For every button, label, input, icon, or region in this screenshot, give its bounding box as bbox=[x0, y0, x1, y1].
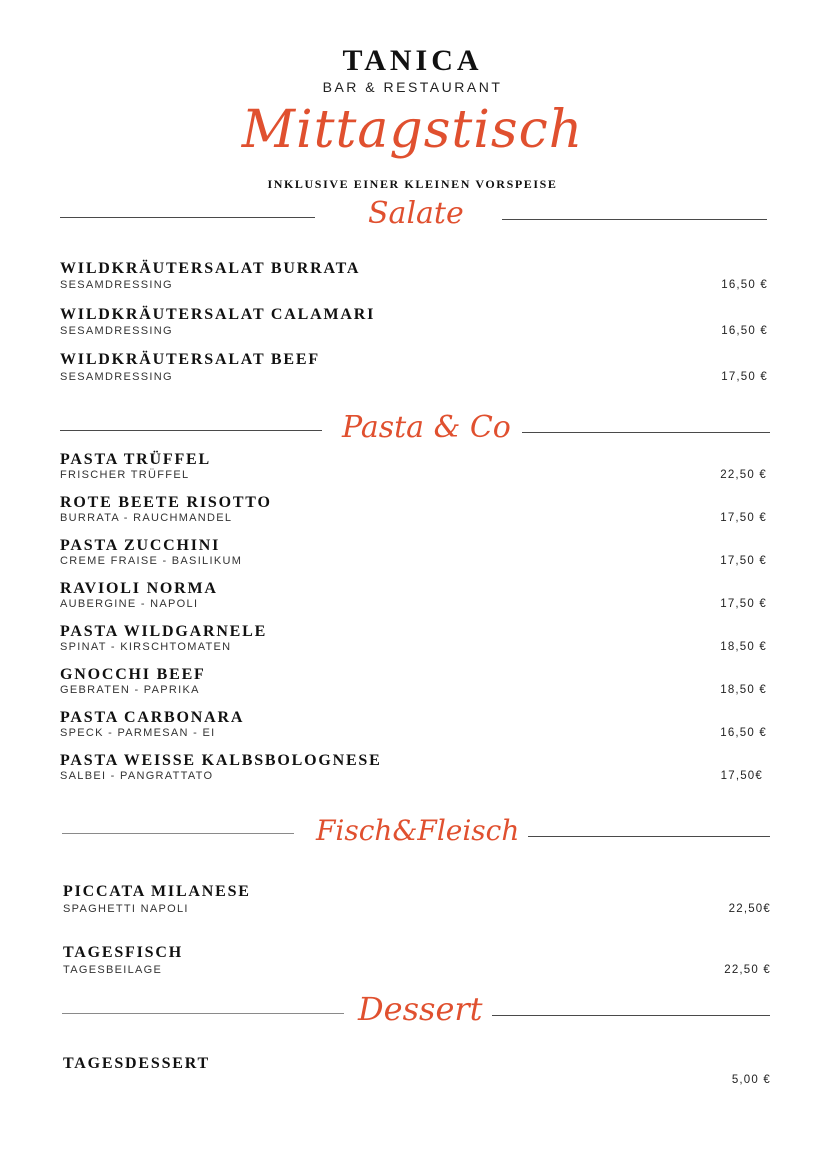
dish-description: SPECK - PARMESAN - EI bbox=[60, 727, 216, 739]
dish-description: GEBRATEN - PAPRIKA bbox=[60, 684, 200, 696]
restaurant-subtitle: BAR & RESTAURANT bbox=[322, 79, 503, 95]
dish-name: PASTA WILDGARNELE bbox=[60, 623, 268, 640]
dish-description: SPAGHETTI NAPOLI bbox=[63, 903, 189, 915]
dish-name: ROTE BEETE RISOTTO bbox=[60, 494, 272, 511]
dish-name: RAVIOLI NORMA bbox=[60, 580, 218, 597]
section-divider-left bbox=[62, 833, 294, 834]
dish-price: 16,50 € bbox=[721, 325, 768, 337]
dish-price: 17,50€ bbox=[720, 770, 763, 782]
dish-price: 22,50€ bbox=[728, 903, 771, 915]
dish-name: TAGESDESSERT bbox=[63, 1055, 211, 1072]
section-title-pasta: Pasta & Co bbox=[342, 410, 511, 445]
dish-name: PASTA WEISSE KALBSBOLOGNESE bbox=[60, 752, 382, 769]
dish-description: SESAMDRESSING bbox=[60, 325, 173, 337]
dish-name: PICCATA MILANESE bbox=[63, 883, 251, 900]
dish-name: WILDKRÄUTERSALAT BURRATA bbox=[60, 260, 361, 277]
dish-name: PASTA CARBONARA bbox=[60, 709, 245, 726]
section-divider-left bbox=[60, 430, 322, 431]
dish-price: 17,50 € bbox=[720, 598, 767, 610]
dish-price: 17,50 € bbox=[720, 512, 767, 524]
dish-name: PASTA TRÜFFEL bbox=[60, 451, 211, 468]
menu-subtitle: INKLUSIVE EINER KLEINEN VORSPEISE bbox=[267, 177, 558, 191]
section-title-dessert: Dessert bbox=[358, 990, 483, 1028]
dish-name: PASTA ZUCCHINI bbox=[60, 537, 221, 554]
dish-price: 17,50 € bbox=[721, 371, 768, 383]
dish-description: SESAMDRESSING bbox=[60, 279, 173, 291]
dish-description: SPINAT - KIRSCHTOMATEN bbox=[60, 641, 232, 653]
dish-description: SALBEI - PANGRATTATO bbox=[60, 770, 214, 782]
dish-price: 22,50 € bbox=[720, 469, 767, 481]
section-title-salate: Salate bbox=[368, 196, 464, 231]
dish-description: BURRATA - RAUCHMANDEL bbox=[60, 512, 233, 524]
dish-price: 18,50 € bbox=[720, 684, 767, 696]
dish-price: 17,50 € bbox=[720, 555, 767, 567]
section-divider-left bbox=[60, 217, 315, 218]
menu-title: Mittagstisch bbox=[241, 100, 584, 160]
dish-price: 22,50 € bbox=[724, 964, 771, 976]
dish-name: WILDKRÄUTERSALAT CALAMARI bbox=[60, 306, 376, 323]
dish-name: GNOCCHI BEEF bbox=[60, 666, 206, 683]
section-title-fisch-fleisch: Fisch&Fleisch bbox=[316, 814, 520, 847]
dish-description: AUBERGINE - NAPOLI bbox=[60, 598, 199, 610]
section-divider-right bbox=[492, 1015, 770, 1016]
dish-price: 18,50 € bbox=[720, 641, 767, 653]
dish-price: 16,50 € bbox=[720, 727, 767, 739]
dish-description: TAGESBEILAGE bbox=[63, 964, 163, 976]
section-divider-left bbox=[62, 1013, 344, 1014]
dish-price: 5,00 € bbox=[731, 1074, 771, 1086]
dish-description: CREME FRAISE - BASILIKUM bbox=[60, 555, 243, 567]
dish-price: 16,50 € bbox=[721, 279, 768, 291]
restaurant-name: TANICA bbox=[342, 44, 483, 77]
section-divider-right bbox=[502, 219, 767, 220]
section-divider-right bbox=[522, 432, 770, 433]
dish-description: SESAMDRESSING bbox=[60, 371, 173, 383]
dish-description: FRISCHER TRÜFFEL bbox=[60, 469, 190, 481]
dish-name: TAGESFISCH bbox=[63, 944, 183, 961]
section-divider-right bbox=[528, 836, 770, 837]
dish-name: WILDKRÄUTERSALAT BEEF bbox=[60, 351, 320, 368]
